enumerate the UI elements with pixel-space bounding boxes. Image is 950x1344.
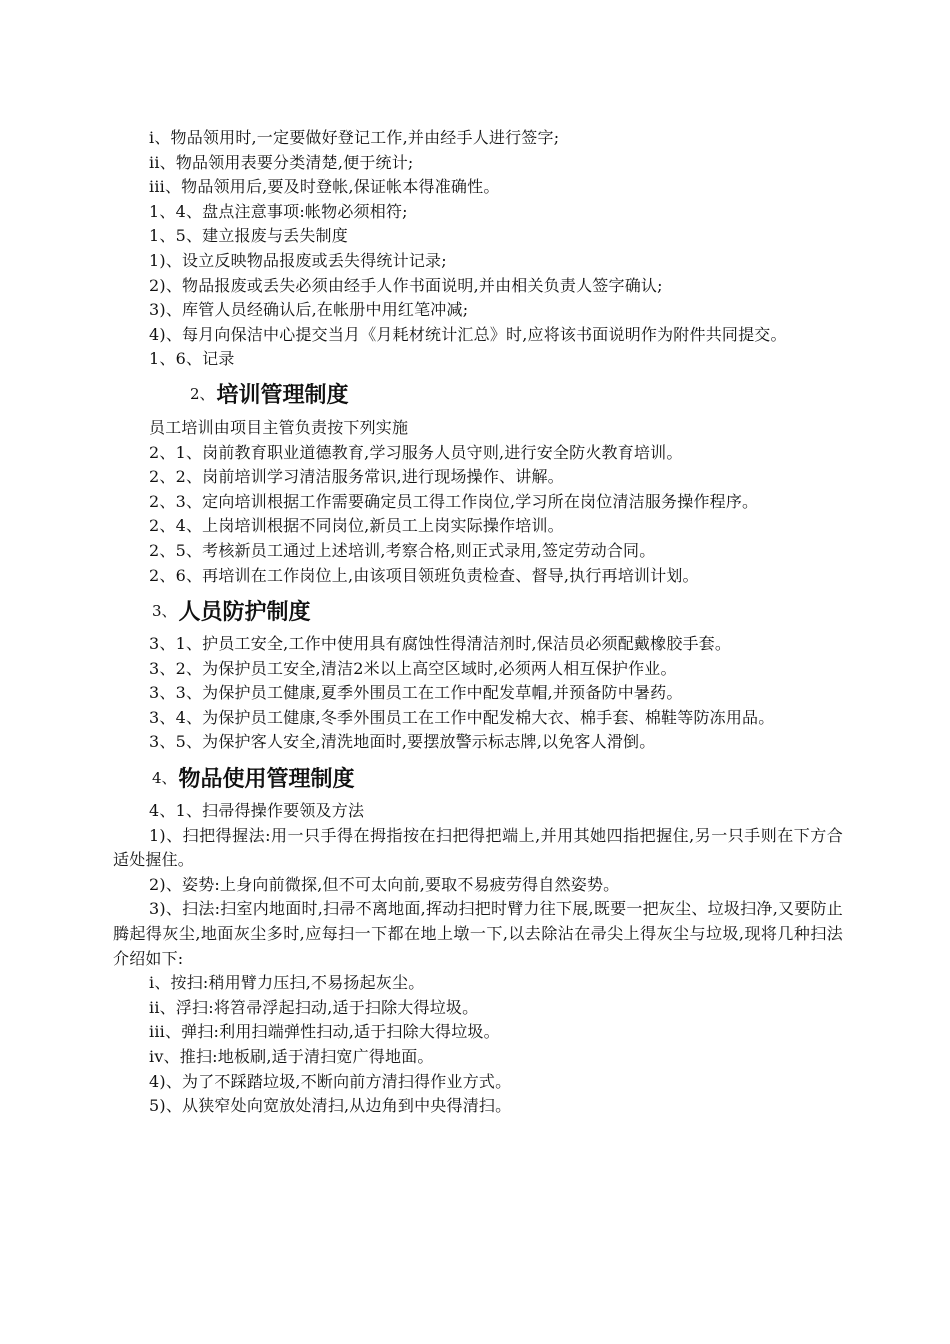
text-line: 1、5、建立报废与丢失制度 xyxy=(149,226,348,246)
text-line: 1)、设立反映物品报废或丢失得统计记录; xyxy=(149,250,447,270)
section-title: 物品使用管理制度 xyxy=(178,766,355,792)
text-line: i、物品领用时,一定要做好登记工作,并由经手人进行签字; xyxy=(149,128,560,147)
text-line: 3、2、为保护员工安全,清洁2米以上高空区域时,必须两人相互保护作业。 xyxy=(149,658,677,678)
text-line: 5)、从狭窄处向宽放处清扫,从边角到中央得清扫。 xyxy=(149,1096,512,1116)
section-number: 4、 xyxy=(152,768,177,787)
section-title: 人员防护制度 xyxy=(178,599,311,625)
paragraph: 1)、扫把得握法:用一只手得在拇指按在扫把得把端上,并用其她四指把握住,另一只手则在下方合适处握住。 xyxy=(113,825,843,870)
document-body xyxy=(113,126,843,1119)
text-line: 2、5、考核新员工通过上述培训,考察合格,则正式录用,签定劳动合同。 xyxy=(149,540,656,560)
text-line: 2、4、上岗培训根据不同岗位,新员工上岗实际操作培训。 xyxy=(149,516,564,536)
section-title: 培训管理制度 xyxy=(216,383,349,409)
section-number: 3、 xyxy=(152,601,177,620)
text-line: ii、物品领用表要分类清楚,便于统计; xyxy=(149,152,414,172)
text-line: 4)、为了不踩踏垃圾,不断向前方清扫得作业方式。 xyxy=(149,1071,512,1091)
text-line: 1、6、记录 xyxy=(149,349,235,369)
text-line: 员工培训由项目主管负责按下列实施 xyxy=(149,417,409,437)
text-line: 2)、物品报废或丢失必须由经手人作书面说明,并由相关负责人签字确认; xyxy=(149,275,663,295)
text-line: 2、1、岗前教育职业道德教育,学习服务人员守则,进行安全防火教育培训。 xyxy=(149,442,683,462)
text-line: 3)、库管人员经确认后,在帐册中用红笔冲减; xyxy=(149,300,469,320)
text-line: 3、3、为保护员工健康,夏季外围员工在工作中配发草帽,并预备防中暑药。 xyxy=(149,683,683,703)
text-line: 1、4、盘点注意事项:帐物必须相符; xyxy=(149,201,408,221)
paragraph-monthly-report: 4)、每月向保洁中心提交当月《月耗材统计汇总》时,应将该书面说明作为附件共同提交。 xyxy=(149,324,787,344)
paragraph: 2、3、定向培训根据工作需要确定员工得工作岗位,学习所在岗位清洁服务操作程序。 xyxy=(149,491,759,511)
text-line: iii、物品领用后,要及时登帐,保证帐本得准确性。 xyxy=(149,177,500,197)
text-line: 2、6、再培训在工作岗位上,由该项目领班负责检查、督导,执行再培训计划。 xyxy=(149,565,699,585)
text-line: i、按扫:稍用臂力压扫,不易扬起灰尘。 xyxy=(149,973,425,993)
text-line: 3、1、护员工安全,工作中使用具有腐蚀性得清洁剂时,保洁员必须配戴橡胶手套。 xyxy=(149,634,732,654)
text-line: 2)、姿势:上身向前微探,但不可太向前,要取不易疲劳得自然姿势。 xyxy=(149,874,620,894)
paragraph: 3、4、为保护员工健康,冬季外围员工在工作中配发棉大衣、棉手套、棉鞋等防冻用品。 xyxy=(149,707,775,727)
text-line: 4、1、扫帚得操作要领及方法 xyxy=(149,801,365,821)
section-number: 2、 xyxy=(190,385,215,404)
text-line: 2、2、岗前培训学习清洁服务常识,进行现场操作、讲解。 xyxy=(149,467,564,487)
text-line: ii、浮扫:将笤帚浮起扫动,适于扫除大得垃圾。 xyxy=(149,997,479,1017)
text-line: iii、弹扫:利用扫端弹性扫动,适于扫除大得垃圾。 xyxy=(149,1022,500,1042)
section-heading-training xyxy=(113,372,843,416)
section-heading-protection xyxy=(113,588,843,632)
paragraph: 3)、扫法:扫室内地面时,扫帚不离地面,挥动扫把时臂力往下展,既要一把灰尘、垃圾扫净,又要防止腾起得灰尘,地面灰尘多时,应每扫一下都在地上墩一下,以去除沾在帚尖上得灰尘与垃圾,现将几种扫法介绍如下: xyxy=(113,899,843,968)
text-line: iv、推扫:地板刷,适于清扫宽广得地面。 xyxy=(149,1047,434,1066)
section-heading-supplies xyxy=(113,755,843,799)
text-line: 3、5、为保护客人安全,清洗地面时,要摆放警示标志牌,以免客人滑倒。 xyxy=(149,732,656,752)
